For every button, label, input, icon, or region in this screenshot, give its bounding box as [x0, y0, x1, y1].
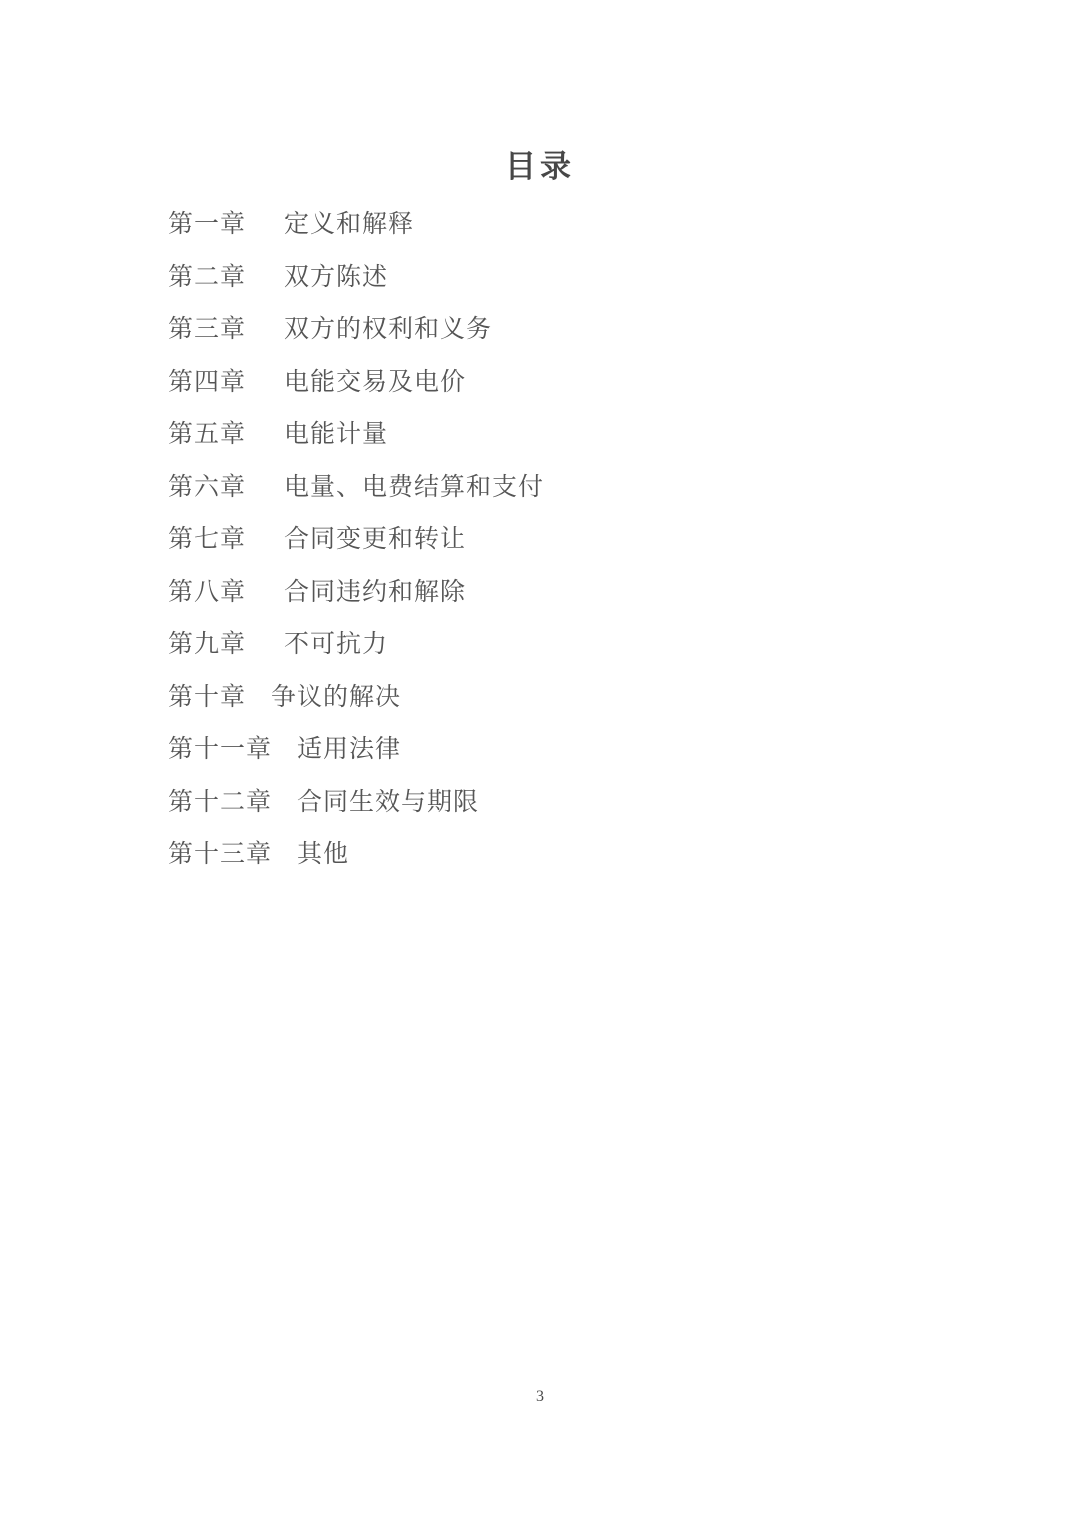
toc-item: [168, 721, 928, 774]
toc-chapter-label: 第十一章: [168, 736, 273, 764]
toc-chapter-label: 第六章: [168, 473, 247, 501]
toc-item: [168, 826, 928, 879]
toc-item-title: 双方陈述: [284, 263, 389, 291]
toc-item: [168, 459, 928, 512]
toc-chapter-label: 第三章: [168, 316, 247, 344]
toc-item-title: 定义和解释: [284, 211, 415, 239]
toc-item-title: 合同生效与期限: [297, 788, 480, 816]
toc-item: [168, 196, 928, 249]
toc-chapter-label: 第四章: [168, 368, 247, 396]
toc-chapter-label: 第十二章: [168, 788, 273, 816]
toc-item-title: 电能交易及电价: [284, 368, 467, 396]
toc-item: [168, 616, 928, 669]
toc-item-title: 双方的权利和义务: [284, 316, 493, 344]
toc-item-title: 合同违约和解除: [284, 578, 467, 606]
toc-chapter-label: 第八章: [168, 578, 247, 606]
toc-chapter-label: 第十章: [168, 683, 247, 711]
toc-item: [168, 406, 928, 459]
toc-item: [168, 774, 928, 827]
toc-chapter-label: 第九章: [168, 631, 247, 659]
page-number: 3: [536, 1388, 544, 1405]
toc-item: [168, 511, 928, 564]
toc-item-title: 电量、电费结算和支付: [284, 473, 545, 501]
toc-chapter-label: 第一章: [168, 211, 247, 239]
toc-item-title: 电能计量: [284, 421, 389, 449]
toc-item-title: 不可抗力: [284, 631, 389, 659]
toc-chapter-label: 第十三章: [168, 841, 273, 869]
toc-item-title: 争议的解决: [271, 683, 402, 711]
toc-item-title: 其他: [297, 841, 350, 869]
toc-item-title: 合同变更和转让: [284, 526, 467, 554]
toc-chapter-label: 第五章: [168, 421, 247, 449]
toc-item: [168, 249, 928, 302]
toc-item: [168, 301, 928, 354]
toc-item: [168, 669, 928, 722]
toc-item-title: 适用法律: [297, 736, 402, 764]
toc-chapter-label: 第七章: [168, 526, 247, 554]
toc-list: [168, 196, 928, 879]
toc-item: [168, 564, 928, 617]
toc-item: [168, 354, 928, 407]
toc-chapter-label: 第二章: [168, 263, 247, 291]
toc-heading: 目录: [505, 149, 575, 184]
